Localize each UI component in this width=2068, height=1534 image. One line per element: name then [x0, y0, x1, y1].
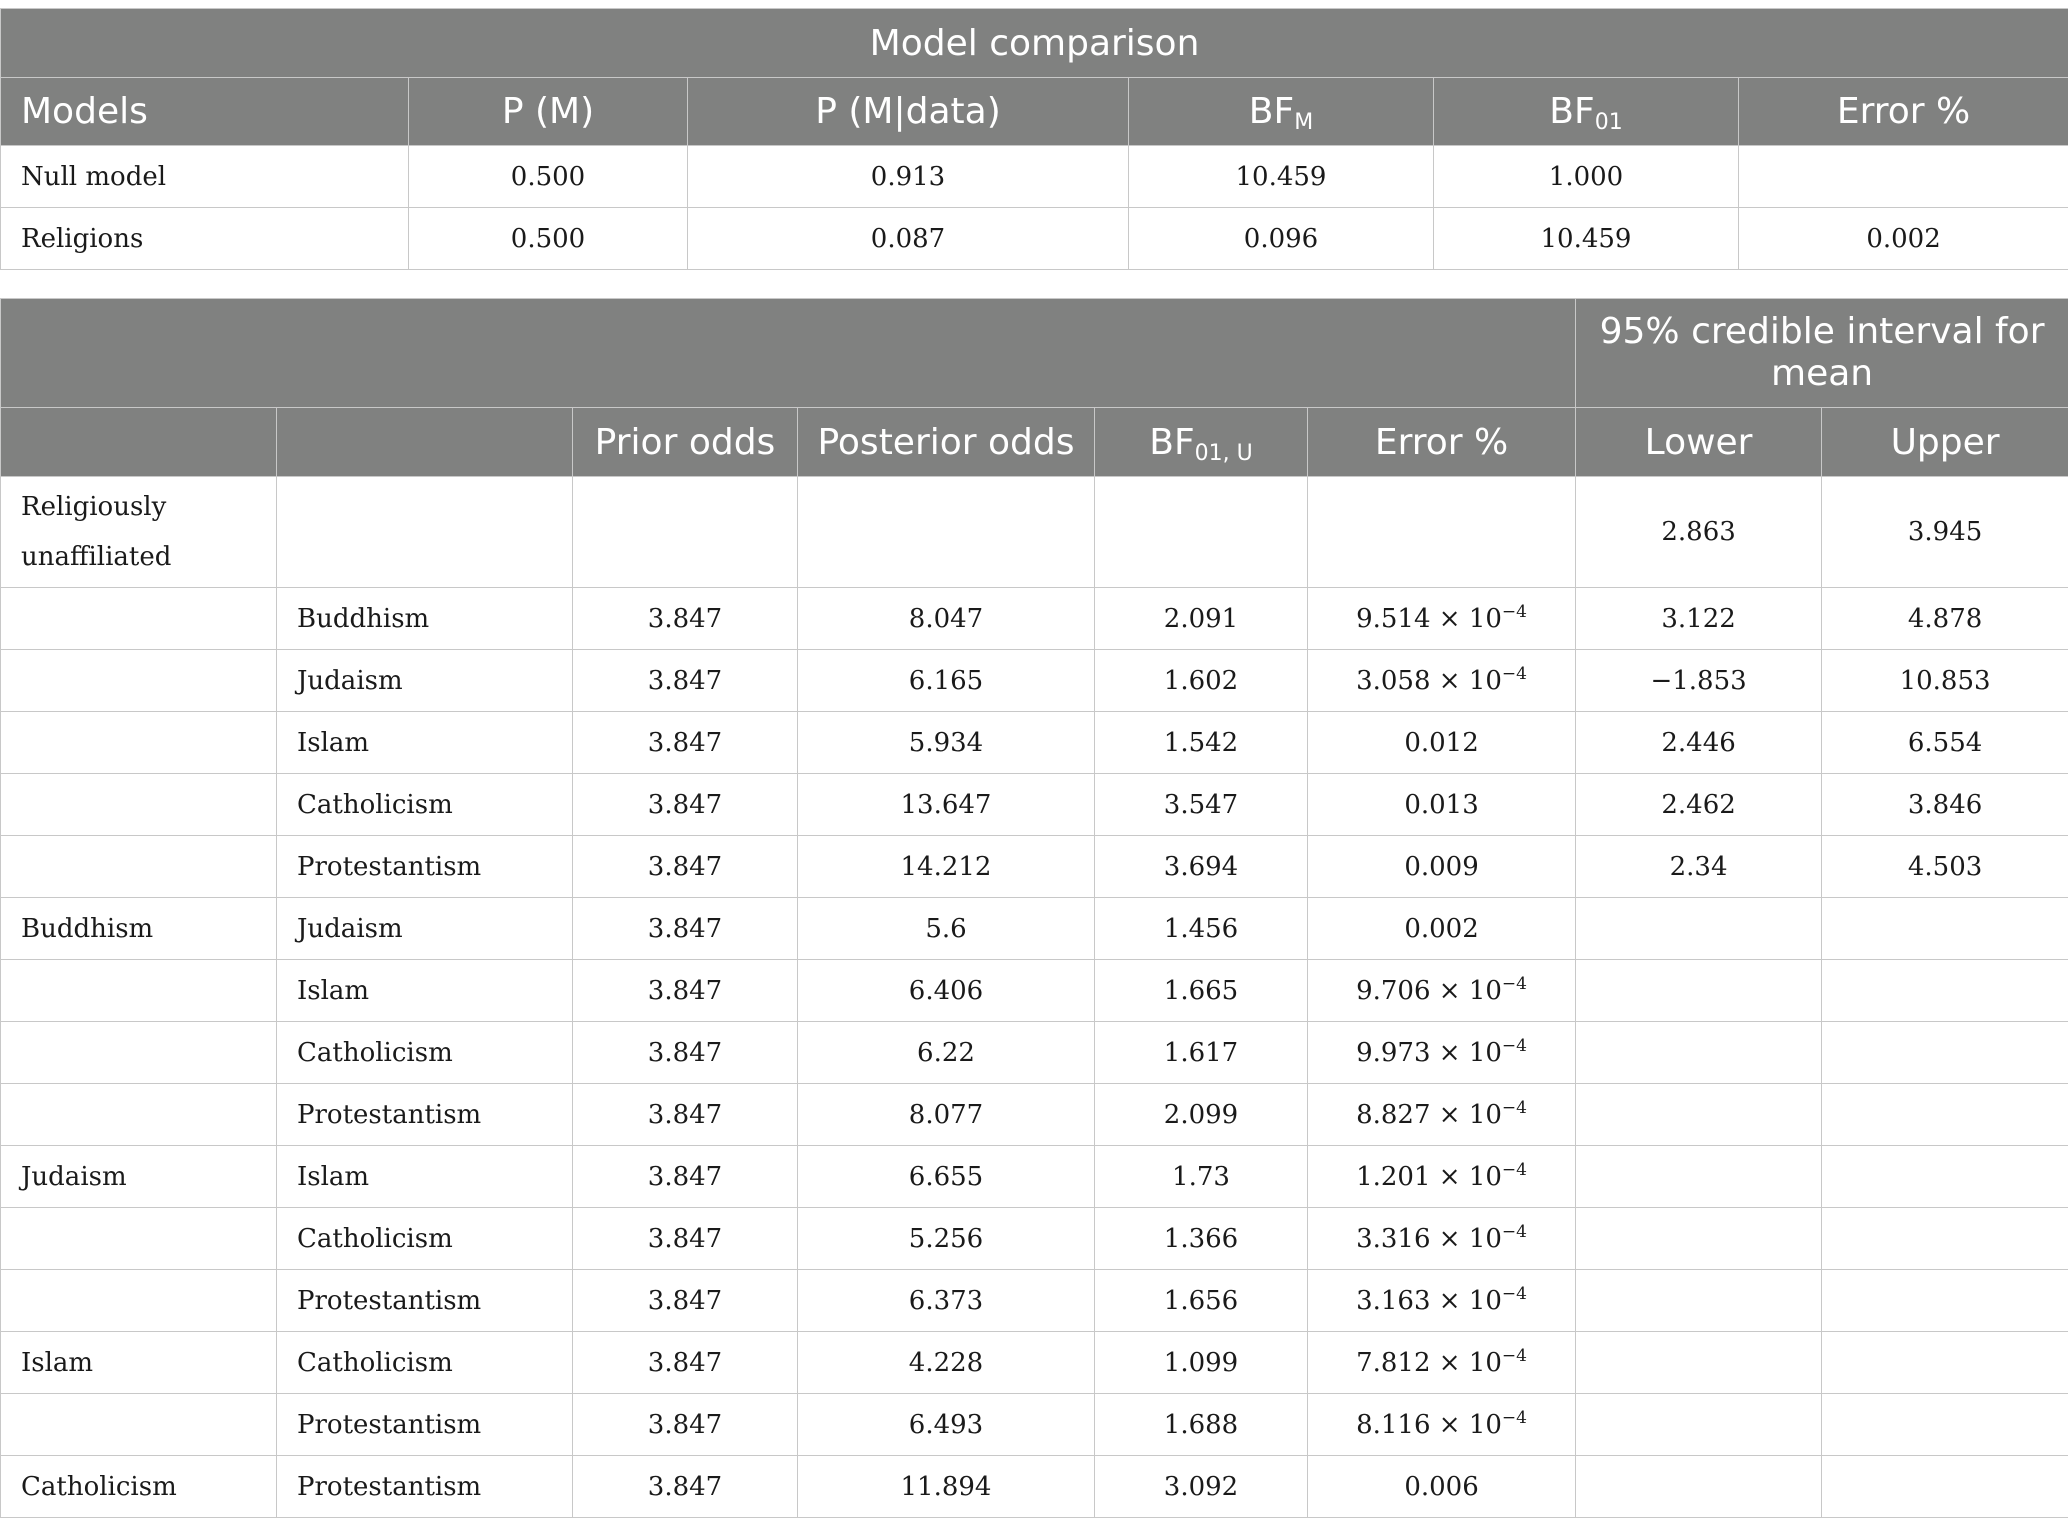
col-header-error: Error % — [1308, 408, 1576, 477]
prior-odds-cell: 3.847 — [573, 1208, 798, 1270]
table-row — [1, 712, 2068, 774]
error-exponent: −4 — [1501, 1159, 1527, 1180]
bf01u-cell: 1.099 — [1095, 1332, 1308, 1394]
ci-upper-cell — [1822, 898, 2068, 960]
pm-cell: 0.500 — [409, 146, 688, 208]
group2-cell: Protestantism — [277, 1270, 573, 1332]
ci-upper-cell: 4.878 — [1822, 588, 2068, 650]
bf01u-cell: 3.547 — [1095, 774, 1308, 836]
error-cell — [1308, 1146, 1576, 1208]
ci-upper-cell — [1822, 1208, 2068, 1270]
bfm-base: BF — [1248, 91, 1295, 132]
bf01u-cell: 2.099 — [1095, 1084, 1308, 1146]
prior-odds-cell: 3.847 — [573, 1146, 798, 1208]
group1-cell — [1, 1270, 277, 1332]
ci-upper-cell: 3.846 — [1822, 774, 2068, 836]
table-row — [1, 1456, 2068, 1518]
ci-upper-cell — [1822, 1022, 2068, 1084]
ci-lower-cell — [1576, 898, 1822, 960]
error-mantissa: 3.316 × 10 — [1356, 1223, 1502, 1254]
table-row — [1, 1270, 2068, 1332]
group1-cell — [1, 1084, 277, 1146]
posterior-odds-cell: 6.406 — [798, 960, 1095, 1022]
error-mantissa: 3.163 × 10 — [1356, 1285, 1502, 1316]
ci-lower-cell — [1576, 1394, 1822, 1456]
prior-odds-cell: 3.847 — [573, 588, 798, 650]
error-exponent: −4 — [1501, 663, 1527, 684]
table-row — [1, 588, 2068, 650]
error-mantissa: 8.116 × 10 — [1356, 1409, 1502, 1440]
error-exponent: −4 — [1501, 1221, 1527, 1242]
group2-cell: Islam — [277, 1146, 573, 1208]
bf01-base: BF — [1549, 91, 1595, 132]
table-row — [1, 650, 2068, 712]
bf01u-cell: 1.456 — [1095, 898, 1308, 960]
col-header-prior-odds: Prior odds — [573, 408, 798, 477]
error-mantissa: 7.812 × 10 — [1356, 1347, 1502, 1378]
bf01u-cell — [1095, 477, 1308, 588]
table-row — [1, 960, 2068, 1022]
prior-odds-cell — [573, 477, 798, 588]
col-header-error: Error % — [1739, 78, 2068, 146]
posterior-odds-cell: 5.6 — [798, 898, 1095, 960]
error-exponent: −4 — [1501, 1097, 1527, 1118]
ci-lower-cell: 2.34 — [1576, 836, 1822, 898]
error-mantissa: 9.514 × 10 — [1356, 603, 1502, 634]
table-row — [1, 1394, 2068, 1456]
prior-odds-cell: 3.847 — [573, 650, 798, 712]
group2-cell: Protestantism — [277, 1084, 573, 1146]
error-cell — [1308, 1332, 1576, 1394]
group1-cell — [1, 836, 277, 898]
error-exponent: −4 — [1501, 1345, 1527, 1366]
posterior-odds-cell: 6.493 — [798, 1394, 1095, 1456]
pm-data-cell: 0.913 — [688, 146, 1129, 208]
table-row — [1, 1084, 2068, 1146]
bf01u-cell: 3.092 — [1095, 1456, 1308, 1518]
prior-odds-cell: 3.847 — [573, 836, 798, 898]
posterior-odds-cell: 5.934 — [798, 712, 1095, 774]
error-mantissa: 0.013 — [1404, 789, 1479, 820]
error-cell: 0.002 — [1739, 208, 2068, 270]
group1-cell — [1, 1394, 277, 1456]
bf01u-cell: 1.665 — [1095, 960, 1308, 1022]
ci-lower-cell — [1576, 1084, 1822, 1146]
prior-odds-cell: 3.847 — [573, 1394, 798, 1456]
model-name-cell: Religions — [1, 208, 409, 270]
model-name-cell: Null model — [1, 146, 409, 208]
error-cell — [1308, 1270, 1576, 1332]
col-header-posterior-odds: Posterior odds — [798, 408, 1095, 477]
error-mantissa: 0.002 — [1404, 913, 1479, 944]
error-cell — [1308, 477, 1576, 588]
bf01u-cell: 1.688 — [1095, 1394, 1308, 1456]
group1-cell: Catholicism — [1, 1456, 277, 1518]
col-header-group1 — [1, 408, 277, 477]
col-header-group2 — [277, 408, 573, 477]
error-mantissa: 3.058 × 10 — [1356, 665, 1502, 696]
error-cell — [1308, 960, 1576, 1022]
group2-cell: Protestantism — [277, 1456, 573, 1518]
bf01-cell: 1.000 — [1434, 146, 1739, 208]
bf01-cell: 10.459 — [1434, 208, 1739, 270]
ci-lower-cell: 2.863 — [1576, 477, 1822, 588]
table-row — [1, 836, 2068, 898]
error-cell — [1308, 774, 1576, 836]
ci-upper-cell — [1822, 1146, 2068, 1208]
error-cell — [1308, 1456, 1576, 1518]
error-cell — [1308, 650, 1576, 712]
prior-odds-cell: 3.847 — [573, 1270, 798, 1332]
table-row — [1, 1146, 2068, 1208]
error-exponent: −4 — [1501, 1283, 1527, 1304]
error-exponent: −4 — [1501, 1035, 1527, 1056]
group1-cell — [1, 712, 277, 774]
bfm-cell: 10.459 — [1129, 146, 1434, 208]
bf01u-cell: 1.73 — [1095, 1146, 1308, 1208]
ci-upper-cell: 3.945 — [1822, 477, 2068, 588]
error-mantissa: 0.012 — [1404, 727, 1479, 758]
prior-odds-cell: 3.847 — [573, 712, 798, 774]
col-header-lower: Lower — [1576, 408, 1822, 477]
group2-cell: Protestantism — [277, 836, 573, 898]
prior-odds-cell: 3.847 — [573, 1084, 798, 1146]
pm-cell: 0.500 — [409, 208, 688, 270]
posterior-odds-cell: 14.212 — [798, 836, 1095, 898]
error-mantissa: 9.973 × 10 — [1356, 1037, 1502, 1068]
posterior-odds-cell: 4.228 — [798, 1332, 1095, 1394]
error-mantissa: 0.006 — [1404, 1471, 1479, 1502]
ci-lower-cell — [1576, 960, 1822, 1022]
group1-cell — [1, 1022, 277, 1084]
prior-odds-cell: 3.847 — [573, 1456, 798, 1518]
posterior-odds-cell: 8.077 — [798, 1084, 1095, 1146]
group2-cell: Catholicism — [277, 774, 573, 836]
error-cell — [1739, 146, 2068, 208]
group2-cell: Islam — [277, 712, 573, 774]
error-exponent: −4 — [1501, 601, 1527, 622]
posthoc-comparison-table — [0, 298, 2068, 1518]
credible-interval-header: 95% credible interval for mean — [1576, 299, 2068, 408]
pm-data-cell: 0.087 — [688, 208, 1129, 270]
prior-odds-cell: 3.847 — [573, 1332, 798, 1394]
bf01u-cell: 1.617 — [1095, 1022, 1308, 1084]
group1-cell: Buddhism — [1, 898, 277, 960]
ci-lower-cell — [1576, 1146, 1822, 1208]
col-header-models: Models — [1, 78, 409, 146]
error-mantissa: 0.009 — [1404, 851, 1479, 882]
ci-upper-cell: 4.503 — [1822, 836, 2068, 898]
posterior-odds-cell: 8.047 — [798, 588, 1095, 650]
group1-cell — [1, 960, 277, 1022]
prior-odds-cell: 3.847 — [573, 774, 798, 836]
col-header-pm: P (M) — [409, 78, 688, 146]
posterior-odds-cell: 6.165 — [798, 650, 1095, 712]
bfm-cell: 0.096 — [1129, 208, 1434, 270]
ci-lower-cell: 2.462 — [1576, 774, 1822, 836]
group2-cell: Catholicism — [277, 1208, 573, 1270]
bf01u-cell: 1.366 — [1095, 1208, 1308, 1270]
ci-upper-cell — [1822, 1084, 2068, 1146]
prior-odds-cell: 3.847 — [573, 1022, 798, 1084]
group2-cell: Judaism — [277, 898, 573, 960]
ci-upper-cell — [1822, 1394, 2068, 1456]
posterior-odds-cell: 6.22 — [798, 1022, 1095, 1084]
posterior-odds-cell: 13.647 — [798, 774, 1095, 836]
group2-cell: Buddhism — [277, 588, 573, 650]
group2-cell: Catholicism — [277, 1332, 573, 1394]
error-cell — [1308, 1022, 1576, 1084]
group2-cell — [277, 477, 573, 588]
error-cell — [1308, 1084, 1576, 1146]
posterior-odds-cell: 6.655 — [798, 1146, 1095, 1208]
prior-odds-cell: 3.847 — [573, 960, 798, 1022]
table-row — [1, 1208, 2068, 1270]
ci-upper-cell: 6.554 — [1822, 712, 2068, 774]
bfm-subscript: M — [1294, 110, 1314, 135]
ci-upper-cell — [1822, 1332, 2068, 1394]
col-header-bfm — [1129, 78, 1434, 146]
table-row — [1, 1332, 2068, 1394]
col-header-bf01u — [1095, 408, 1308, 477]
error-cell — [1308, 588, 1576, 650]
table-row — [1, 774, 2068, 836]
posterior-odds-cell: 5.256 — [798, 1208, 1095, 1270]
ci-lower-cell — [1576, 1332, 1822, 1394]
group1-cell — [1, 588, 277, 650]
ci-upper-cell — [1822, 1270, 2068, 1332]
table-row — [1, 477, 2068, 588]
error-exponent: −4 — [1501, 973, 1527, 994]
model-comparison-table — [0, 8, 2068, 270]
bf01u-cell: 2.091 — [1095, 588, 1308, 650]
ci-lower-cell — [1576, 1456, 1822, 1518]
group2-cell: Catholicism — [277, 1022, 573, 1084]
table-row — [1, 898, 2068, 960]
error-cell — [1308, 1394, 1576, 1456]
error-cell — [1308, 898, 1576, 960]
group2-cell: Protestantism — [277, 1394, 573, 1456]
group1-cell — [1, 774, 277, 836]
error-exponent: −4 — [1501, 1407, 1527, 1428]
col-header-upper: Upper — [1822, 408, 2068, 477]
ci-lower-cell — [1576, 1208, 1822, 1270]
group1-cell — [1, 1208, 277, 1270]
posterior-odds-cell: 6.373 — [798, 1270, 1095, 1332]
error-mantissa: 9.706 × 10 — [1356, 975, 1502, 1006]
ci-lower-cell — [1576, 1022, 1822, 1084]
bf01u-subscript: 01, U — [1194, 440, 1253, 466]
group1-cell: Judaism — [1, 1146, 277, 1208]
bf01u-base: BF — [1149, 421, 1195, 463]
posterior-odds-cell — [798, 477, 1095, 588]
ci-lower-cell: 2.446 — [1576, 712, 1822, 774]
error-cell — [1308, 712, 1576, 774]
bf01u-cell: 1.602 — [1095, 650, 1308, 712]
prior-odds-cell: 3.847 — [573, 898, 798, 960]
col-header-pm-data: P (M|data) — [688, 78, 1129, 146]
table-row — [1, 1022, 2068, 1084]
bf01-subscript: 01 — [1594, 110, 1623, 135]
table-row — [1, 208, 2068, 270]
bf01u-cell: 1.656 — [1095, 1270, 1308, 1332]
ci-upper-cell — [1822, 1456, 2068, 1518]
group1-cell: Islam — [1, 1332, 277, 1394]
group2-cell: Judaism — [277, 650, 573, 712]
ci-upper-cell — [1822, 960, 2068, 1022]
group1-cell: Religiously unaffiliated — [1, 477, 277, 588]
bf01u-cell: 1.542 — [1095, 712, 1308, 774]
error-cell — [1308, 836, 1576, 898]
group1-cell — [1, 650, 277, 712]
error-mantissa: 1.201 × 10 — [1356, 1161, 1502, 1192]
error-cell — [1308, 1208, 1576, 1270]
ci-upper-cell: 10.853 — [1822, 650, 2068, 712]
table-row — [1, 146, 2068, 208]
bf01u-cell: 3.694 — [1095, 836, 1308, 898]
col-header-bf01 — [1434, 78, 1739, 146]
model-comparison-title: Model comparison — [1, 9, 2068, 78]
error-mantissa: 8.827 × 10 — [1356, 1099, 1502, 1130]
ci-lower-cell: 3.122 — [1576, 588, 1822, 650]
ci-lower-cell: −1.853 — [1576, 650, 1822, 712]
group2-cell: Islam — [277, 960, 573, 1022]
ci-lower-cell — [1576, 1270, 1822, 1332]
group-header-blank — [1, 299, 1576, 408]
posterior-odds-cell: 11.894 — [798, 1456, 1095, 1518]
